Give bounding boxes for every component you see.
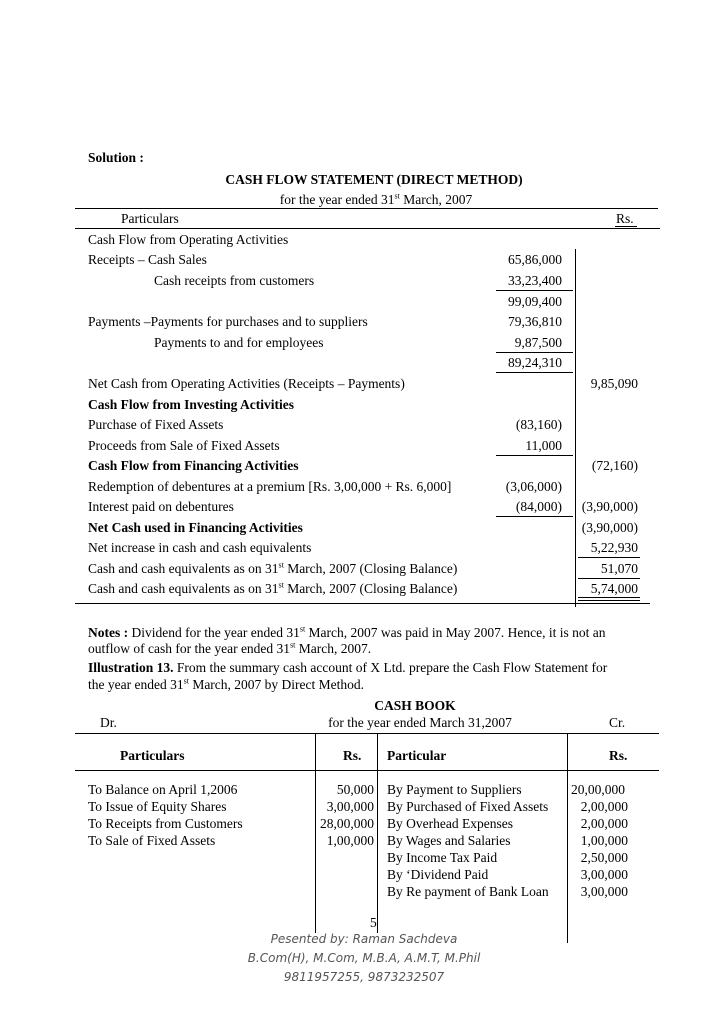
cb-debit-label: To Sale of Fixed Assets [88, 833, 216, 848]
row-cash-sales-label: Receipts – Cash Sales [88, 252, 207, 267]
cash-book-cr: Cr. [609, 715, 626, 730]
row-net-increase-amount: 5,22,930 [590, 540, 638, 555]
col-rs-header: Rs. [616, 211, 634, 226]
cb-credit-label: By ‘Dividend Paid [387, 867, 489, 882]
cb-header-rs: Rs. [343, 748, 362, 763]
row-net-increase-label: Net increase in cash and cash equivalents [88, 540, 312, 555]
row-net-operating-amount: 9,85,090 [590, 376, 638, 391]
footer-qualifications: B.Com(H), M.Com, M.B.A, A.M.T, M.Phil [247, 951, 481, 965]
double-rule-top [578, 597, 640, 598]
row-suppliers-label: Payments –Payments for purchases and to suppliers [88, 314, 368, 329]
notes-line-1: Notes : Dividend for the year ended 31st March, 2007 was paid in May 2007. Hence, it is not an [88, 624, 606, 640]
subtotal-rule-7 [578, 578, 640, 579]
cb-debit-label: To Receipts from Customers [88, 816, 243, 831]
cash-book-title: CASH BOOK [374, 698, 456, 713]
footer-phone: 9811957255, 9873232507 [283, 970, 445, 984]
row-redemption-amount: (3,06,000) [505, 479, 562, 494]
row-employees-label: Payments to and for employees [154, 335, 324, 350]
row-investing-net-amount: (72,160) [591, 458, 638, 473]
row-interest-label: Interest paid on debentures [88, 499, 234, 514]
footer-presenter: Pesented by: Raman Sachdeva [270, 932, 458, 946]
illustration-line-1: Illustration 13. From the summary cash account of X Ltd. prepare the Cash Flow Statement for [88, 660, 608, 675]
row-redemption-label: Redemption of debentures at a premium [Rs. 3,00,000 + Rs. 6,000] [88, 479, 452, 494]
subtotal-rule-2 [496, 352, 573, 353]
row-payments-total: 89,24,310 [508, 355, 562, 370]
notes-line-2: outflow of cash for the year ended 31st March, 2007. [88, 640, 372, 656]
row-sale-fa-label: Proceeds from Sale of Fixed Assets [88, 438, 280, 453]
cb-debit-amount: 1,00,000 [326, 833, 374, 848]
row-net-operating-label: Net Cash from Operating Activities (Receipts – Payments) [88, 376, 405, 391]
row-investing-heading: Cash Flow from Investing Activities [88, 397, 294, 412]
solution-label: Solution : [88, 150, 144, 165]
cb-credit-amount: 20,00,000 [571, 782, 625, 797]
cb-credit-amount: 2,50,000 [580, 850, 628, 865]
cb-credit-amount: 2,00,000 [580, 799, 628, 814]
cash-book-top-rule [75, 733, 659, 734]
cb-header-particular: Particular [387, 748, 447, 763]
row-sale-fa-amount: 11,000 [525, 438, 562, 453]
cb-credit-label: By Income Tax Paid [387, 850, 498, 865]
cb-debit-amount: 3,00,000 [326, 799, 374, 814]
cb-debit-label: To Balance on April 1,2006 [88, 782, 238, 797]
row-operating-heading: Cash Flow from Operating Activities [88, 232, 289, 247]
subtotal-rule-3 [496, 372, 573, 373]
statement-subtitle: for the year ended 31st March, 2007 [279, 191, 473, 207]
col-particulars-header: Particulars [121, 211, 179, 226]
subtotal-rule-6 [578, 557, 640, 558]
cb-credit-label: By Payment to Suppliers [387, 782, 522, 797]
cb-credit-label: By Purchased of Fixed Assets [387, 799, 549, 814]
cash-book-divider-2 [377, 733, 378, 933]
statement-title: CASH FLOW STATEMENT (DIRECT METHOD) [225, 172, 523, 187]
rs-underline [615, 226, 637, 227]
cb-credit-label: By Re payment of Bank Loan [387, 884, 549, 899]
cb-credit-label: By Overhead Expenses [387, 816, 513, 831]
cb-credit-amount: 3,00,000 [580, 867, 628, 882]
header-underline [75, 228, 660, 229]
subtotal-rule-4 [496, 455, 573, 456]
row-customers-amount: 33,23,400 [508, 273, 562, 288]
row-financing-subtotal: (3,90,000) [581, 499, 638, 514]
row-receipts-total: 99,09,400 [508, 294, 562, 309]
row-employees-amount: 9,87,500 [514, 335, 562, 350]
cash-book-header-rule [75, 770, 659, 771]
row-financing-heading: Cash Flow from Financing Activities [88, 458, 299, 473]
cb-debit-amount: 50,000 [336, 782, 374, 797]
page-number: 5 [370, 915, 377, 930]
row-suppliers-amount: 79,36,810 [508, 314, 562, 329]
row-purchase-fa-label: Purchase of Fixed Assets [88, 417, 224, 432]
row-cash-sales-amount: 65,86,000 [508, 252, 562, 267]
statement-top-rule [75, 208, 658, 209]
cb-debit-label: To Issue of Equity Shares [88, 799, 227, 814]
row-closing-balance-2-label: Cash and cash equivalents as on 31st March, 2007 (Closing Balance) [88, 580, 458, 596]
row-purchase-fa-amount: (83,160) [515, 417, 562, 432]
double-rule-bottom [578, 600, 640, 601]
subtotal-rule-5 [496, 516, 573, 517]
cb-credit-amount: 1,00,000 [580, 833, 628, 848]
illustration-line-2: the year ended 31st March, 2007 by Direct Method. [88, 676, 365, 692]
row-closing-balance-2-amount: 5,74,000 [590, 581, 638, 596]
cb-credit-amount: 3,00,000 [580, 884, 628, 899]
row-closing-balance-1-amount: 51,070 [600, 561, 638, 576]
row-net-financing-amount: (3,90,000) [581, 520, 638, 535]
row-customers-label: Cash receipts from customers [154, 273, 315, 288]
row-closing-balance-1-label: Cash and cash equivalents as on 31st March, 2007 (Closing Balance) [88, 560, 458, 576]
cash-book-subtitle: for the year ended March 31,2007 [328, 715, 512, 730]
cb-header-particulars: Particulars [120, 748, 185, 763]
statement-bottom-rule [75, 603, 650, 604]
subtotal-rule-1 [496, 290, 573, 291]
cb-header-rs2: Rs. [609, 748, 628, 763]
cb-credit-label: By Wages and Salaries [387, 833, 511, 848]
cb-debit-amount: 28,00,000 [320, 816, 374, 831]
row-interest-amount: (84,000) [515, 499, 562, 514]
cb-credit-amount: 2,00,000 [580, 816, 628, 831]
row-net-financing-label: Net Cash used in Financing Activities [88, 520, 303, 535]
cash-book-dr: Dr. [100, 715, 117, 730]
